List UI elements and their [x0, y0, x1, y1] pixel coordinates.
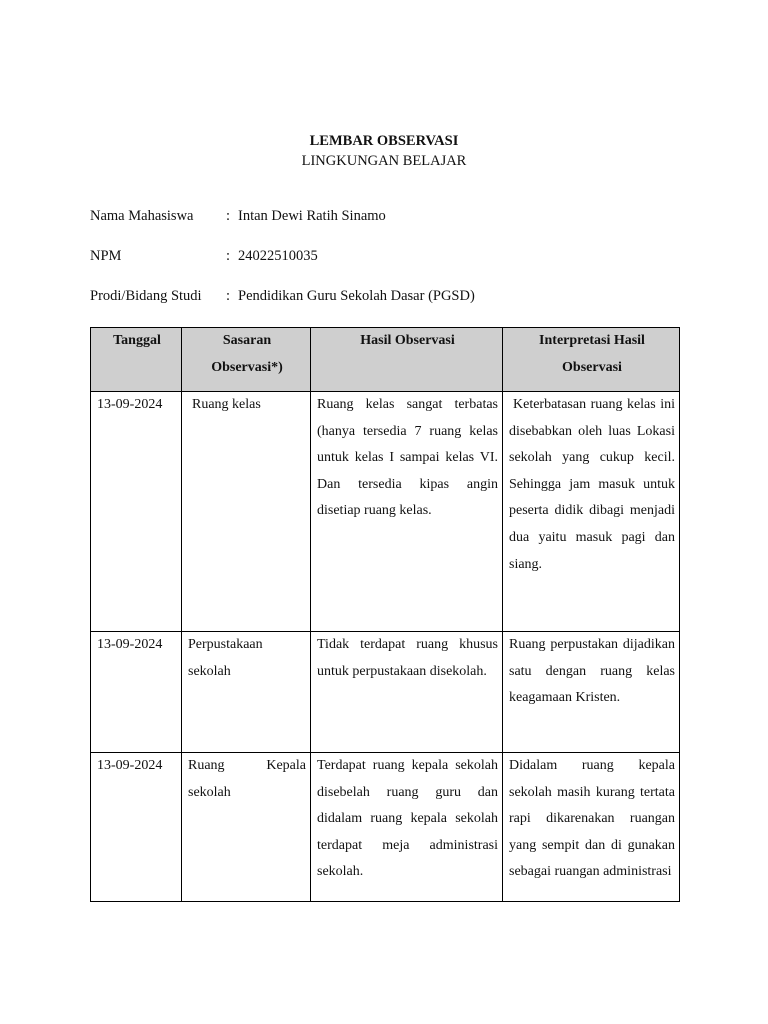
nama-value: Intan Dewi Ratih Sinamo — [238, 208, 386, 224]
cell-tanggal: 13-09-2024 — [91, 392, 182, 632]
cell-interpretasi: Keterbatasan ruang kelas ini disebabkan oleh luas Lokasi sekolah yang cukup kecil. Sehingga jam masuk untuk peserta didik dibagi menjadi dua yaitu masuk pagi dan siang. — [503, 392, 680, 632]
observation-table — [90, 327, 680, 902]
table-header-row — [91, 328, 680, 392]
prodi-label: Prodi/Bidang Studi — [90, 288, 202, 304]
cell-interpretasi: Didalam ruang kepala sekolah masih kurang tertata rapi dikarenakan ruangan yang sempit dan di gunakan sebagai ruangan administrasi — [503, 753, 680, 902]
table-row — [91, 632, 680, 753]
nama-label: Nama Mahasiswa — [90, 208, 194, 224]
cell-hasil: Ruang kelas sangat terbatas (hanya tersedia 7 ruang kelas untuk kelas I sampai kelas VI. Dan tersedia kipas angin disetiap ruang kelas. — [311, 392, 503, 632]
npm-colon: : — [226, 248, 231, 264]
nama-colon: : — [226, 208, 231, 224]
column-header-hasil: Hasil Observasi — [311, 328, 503, 392]
table-row — [91, 392, 680, 632]
cell-tanggal: 13-09-2024 — [91, 632, 182, 753]
npm-label: NPM — [90, 248, 122, 264]
cell-interpretasi: Ruang perpustakan dijadikan satu dengan ruang kelas keagamaan Kristen. — [503, 632, 680, 753]
cell-hasil: Terdapat ruang kepala sekolah disebelah ruang guru dan didalam ruang kepala sekolah terdapat meja administrasi sekolah. — [311, 753, 503, 902]
document-subtitle: LINGKUNGAN BELAJAR — [301, 153, 467, 169]
prodi-colon: : — [226, 288, 231, 304]
cell-hasil: Tidak terdapat ruang khusus untuk perpustakaan disekolah. — [311, 632, 503, 753]
cell-sasaran: Ruang Kepala sekolah — [182, 753, 311, 902]
document-title: LEMBAR OBSERVASI — [309, 133, 459, 149]
prodi-value: Pendidikan Guru Sekolah Dasar (PGSD) — [238, 288, 475, 304]
cell-sasaran: Perpustakaan sekolah — [182, 632, 311, 753]
column-header-tanggal: Tanggal — [91, 328, 182, 392]
cell-sasaran: Ruang kelas — [182, 392, 311, 632]
column-header-interpretasi: Interpretasi Hasil Observasi — [503, 328, 680, 392]
column-header-sasaran: Sasaran Observasi*) — [182, 328, 311, 392]
npm-value: 24022510035 — [238, 248, 318, 264]
table-row — [91, 753, 680, 902]
cell-tanggal: 13-09-2024 — [91, 753, 182, 902]
